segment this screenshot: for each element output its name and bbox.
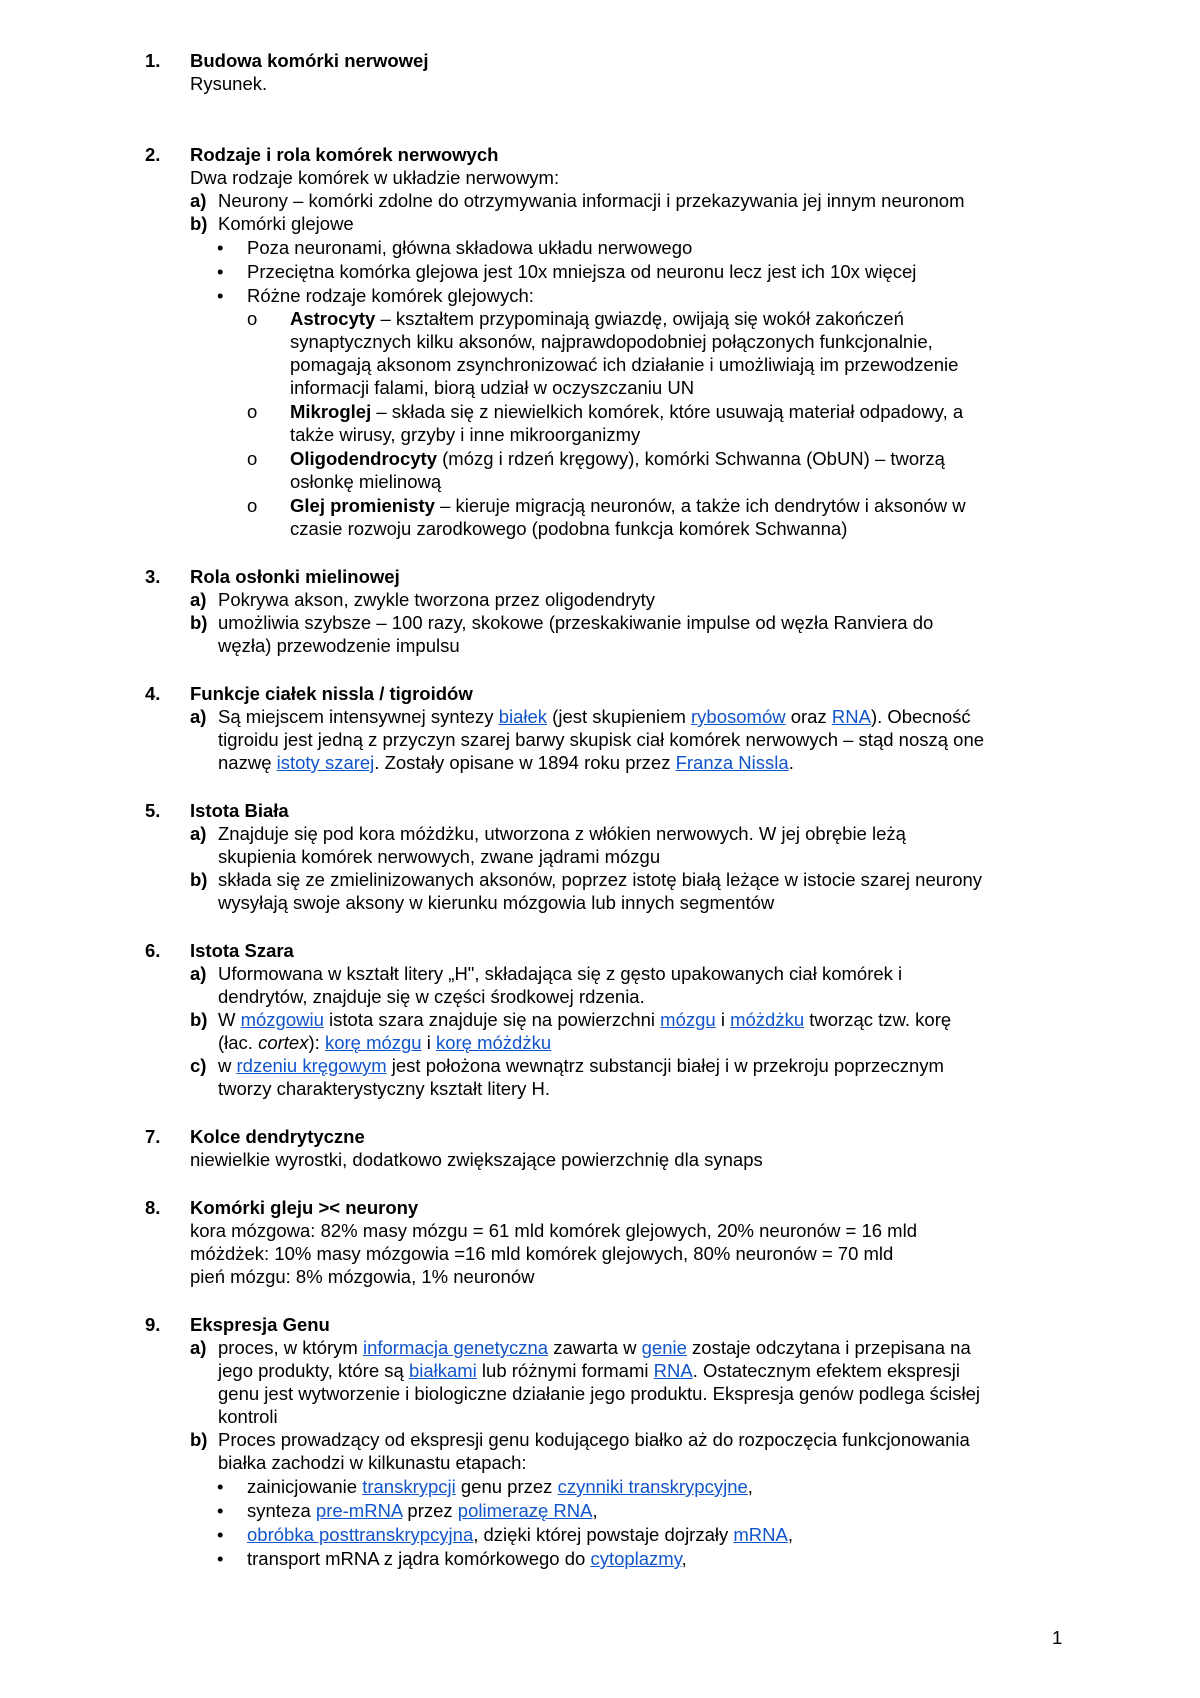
section-number: 1. (145, 50, 161, 71)
hyperlink[interactable]: rdzeniu kręgowym (236, 1055, 387, 1076)
section-title: Budowa komórki nerwowej (190, 50, 429, 71)
line-text (190, 1242, 893, 1265)
text-segment: lub różnymi formami (476, 1360, 654, 1381)
text-segment: Neurony – komórki zdolne do otrzymywania informacji i przekazywania jej innym neuronom (218, 190, 965, 211)
text-segment: Przeciętna komórka glejowa jest 10x mniejsza od neuronu lecz jest ich 10x więcej (247, 261, 917, 282)
hyperlink[interactable]: korę móżdżku (435, 1032, 552, 1053)
text-segment: . Zostały opisane w 1894 roku przez (374, 752, 676, 773)
list-letter: b) (190, 1429, 208, 1450)
line-text (218, 891, 774, 914)
text-segment: przez (402, 1500, 458, 1521)
text-segment: istota szara znajduje się na powierzchni (323, 1009, 661, 1030)
text-segment: także wirusy, grzyby i inne mikroorganizmy (290, 424, 641, 445)
line-text (290, 423, 640, 446)
bullet-icon: • (217, 1500, 224, 1521)
text-segment: kontroli (218, 1406, 278, 1427)
line-text (218, 1054, 944, 1077)
text-segment: jego produkty, które są (218, 1360, 409, 1381)
bullet-icon: • (217, 1548, 224, 1569)
text-segment: Uformowana w kształt litery „H", składająca się z gęsto upakowanych ciał komórek i (218, 963, 903, 984)
text-segment: genu jest wytworzenie i biologiczne działanie jego produktu. Ekspresja genów podlega ścisłej (218, 1383, 981, 1404)
text-segment: (mózg i rdzeń kręgowy), komórki Schwanna (ObUN) – tworzą (437, 448, 945, 469)
line-text (247, 1547, 687, 1570)
text-segment: (łac. (218, 1032, 259, 1053)
list-letter: a) (190, 823, 207, 844)
line-text (218, 868, 982, 891)
hyperlink[interactable]: mózgu (660, 1009, 716, 1030)
hyperlink[interactable]: transkrypcji (362, 1476, 456, 1497)
text-segment: Są miejscem intensywnej syntezy (218, 706, 499, 727)
text-segment: zawarta w (548, 1337, 642, 1358)
line-text (190, 166, 559, 189)
line-text (218, 728, 984, 751)
text-segment: umożliwia szybsze – 100 razy, skokowe (przeskakiwanie impulse od węzła Ranviera do (218, 612, 934, 633)
text-segment: zostaje odczytana i przepisana na (686, 1337, 971, 1358)
text-segment: , (592, 1500, 598, 1521)
hyperlink[interactable]: mRNA (733, 1524, 788, 1545)
text-segment: oraz (785, 706, 832, 727)
line-text (218, 751, 794, 774)
bullet-icon: • (217, 1476, 224, 1497)
hyperlink[interactable]: móżdżku (730, 1009, 805, 1030)
bold-term: Glej promienisty (290, 495, 435, 516)
line-text (218, 1031, 551, 1054)
text-segment: synaptycznych kilku aksonów, najprawdopodobniej połączonych funkcjonalnie, (290, 331, 933, 352)
text-segment: tigroidu jest jedną z przyczyn szarej barwy skupisk ciał komórek nerwowych – stąd noszą one (218, 729, 985, 750)
line-text (218, 962, 902, 985)
bold-term: Oligodendrocyty (290, 448, 437, 469)
text-segment: (jest skupieniem (547, 706, 691, 727)
line-text (218, 822, 906, 845)
section-title: Funkcje ciałek nissla / tigroidów (190, 683, 473, 704)
circle-bullet-icon: o (247, 308, 258, 329)
list-letter: a) (190, 963, 207, 984)
section-number: 6. (145, 940, 161, 961)
text-segment: dendrytów, znajduje się w części środkowej rdzenia. (218, 986, 645, 1007)
line-text (247, 1499, 598, 1522)
section-title: Rola osłonki mielinowej (190, 566, 400, 587)
text-segment: – składa się z niewielkich komórek, które usuwają materiał odpadowy, a (371, 401, 964, 422)
text-segment: Dwa rodzaje komórek w układzie nerwowym: (190, 167, 560, 188)
line-text (218, 1428, 970, 1451)
text-segment: W (218, 1009, 241, 1030)
hyperlink[interactable]: obróbka posttranskrypcyjna (247, 1524, 474, 1545)
line-text (290, 353, 958, 376)
list-letter: a) (190, 1337, 207, 1358)
hyperlink[interactable]: istoty szarej (276, 752, 375, 773)
text-segment: synteza (247, 1500, 316, 1521)
line-text (290, 330, 933, 353)
text-segment: osłonkę mielinową (290, 471, 442, 492)
text-segment: Znajduje się pod kora móżdżku, utworzona z włókien nerwowych. W jej obrębie leżą (218, 823, 906, 844)
list-letter: a) (190, 589, 207, 610)
bullet-icon: • (217, 1524, 224, 1545)
line-text (247, 1523, 793, 1546)
list-letter: b) (190, 612, 208, 633)
line-text (218, 1382, 980, 1405)
text-segment: – kieruje migracją neuronów, a także ich dendrytów i aksonów w (434, 495, 966, 516)
line-text (218, 1336, 971, 1359)
text-segment: informacji falami, biorą udział w oczyszczaniu UN (290, 377, 695, 398)
list-letter: b) (190, 869, 208, 890)
bold-term: Astrocyty (290, 308, 376, 329)
text-segment: Poza neuronami, główna składowa układu nerwowego (247, 237, 693, 258)
text-segment: pień mózgu: 8% mózgowia, 1% neuronów (190, 1266, 535, 1287)
section-number: 3. (145, 566, 161, 587)
hyperlink[interactable]: korę mózgu (324, 1032, 422, 1053)
line-text (290, 494, 966, 517)
line-text (247, 260, 916, 283)
bullet-icon: • (217, 285, 224, 306)
hyperlink[interactable]: RNA (831, 706, 871, 727)
section-number: 5. (145, 800, 161, 821)
text-segment: i (715, 1009, 731, 1030)
hyperlink[interactable]: białek (498, 706, 548, 727)
line-text (290, 376, 694, 399)
line-text (218, 1359, 960, 1382)
section-number: 2. (145, 144, 161, 165)
text-segment: ): (308, 1032, 325, 1053)
section-title: Istota Szara (190, 940, 294, 961)
circle-bullet-icon: o (247, 495, 258, 516)
text-segment: tworząc tzw. korę (804, 1009, 952, 1030)
text-segment: . (788, 752, 794, 773)
section-number: 9. (145, 1314, 161, 1335)
text-segment: i (421, 1032, 436, 1053)
text-segment: czasie rozwoju zarodkowego (podobna funkcja komórek Schwanna) (290, 518, 848, 539)
line-text (290, 470, 441, 493)
line-text (290, 447, 945, 470)
line-text (218, 1077, 550, 1100)
text-segment: pomagają aksonom zsynchronizować ich działanie i umożliwiają im przewodzenie (290, 354, 959, 375)
section-title: Ekspresja Genu (190, 1314, 330, 1335)
line-text (290, 400, 963, 423)
line-text (290, 517, 847, 540)
text-segment: , (747, 1476, 753, 1497)
hyperlink[interactable]: mózgowiu (240, 1009, 324, 1030)
text-segment: Pokrywa akson, zwykle tworzona przez oligodendryty (218, 589, 655, 610)
text-segment: białka zachodzi w kilkunastu etapach: (218, 1452, 527, 1473)
circle-bullet-icon: o (247, 401, 258, 422)
section-title: Istota Biała (190, 800, 289, 821)
line-text (190, 1219, 917, 1242)
line-text (290, 307, 904, 330)
text-segment: węzła) przewodzenie impulsu (218, 635, 460, 656)
list-letter: a) (190, 706, 207, 727)
text-segment: niewielkie wyrostki, dodatkowo zwiększające powierzchnię dla synaps (190, 1149, 763, 1170)
line-text (190, 1148, 763, 1171)
line-text (218, 611, 933, 634)
section-title: Kolce dendrytyczne (190, 1126, 365, 1147)
section-title: Komórki gleju >< neurony (190, 1197, 419, 1218)
list-letter: b) (190, 213, 208, 234)
hyperlink[interactable]: Franza Nissla (675, 752, 789, 773)
line-text (218, 705, 971, 728)
text-segment: proces, w którym (218, 1337, 363, 1358)
line-text (218, 985, 645, 1008)
page-number: 1 (1052, 1627, 1063, 1648)
text-segment: Komórki glejowe (218, 213, 354, 234)
hyperlink[interactable]: białkami (408, 1360, 477, 1381)
text-segment: transport mRNA z jądra komórkowego do (247, 1548, 591, 1569)
line-text (190, 1265, 535, 1288)
bold-term: Mikroglej (290, 401, 372, 422)
hyperlink[interactable]: informacja genetyczna (362, 1337, 549, 1358)
text-segment: wysyłają swoje aksony w kierunku mózgowia lub innych segmentów (218, 892, 775, 913)
italic-term: cortex (258, 1032, 309, 1053)
text-segment: Rysunek. (190, 73, 268, 94)
text-segment: kora mózgowa: 82% masy mózgu = 61 mld komórek glejowych, 20% neuronów = 16 mld (190, 1220, 917, 1241)
circle-bullet-icon: o (247, 448, 258, 469)
bullet-icon: • (217, 237, 224, 258)
line-text (218, 845, 660, 868)
line-text (247, 236, 692, 259)
section-title: Rodzaje i rola komórek nerwowych (190, 144, 499, 165)
line-text (190, 72, 267, 95)
section-number: 8. (145, 1197, 161, 1218)
hyperlink[interactable]: rybosomów (691, 706, 786, 727)
text-segment: móżdżek: 10% masy mózgowia =16 mld komórek glejowych, 80% neuronów = 70 mld (190, 1243, 894, 1264)
list-letter: a) (190, 190, 207, 211)
hyperlink[interactable]: czynniki transkrypcyjne (557, 1476, 748, 1497)
text-segment: skupienia komórek nerwowych, zwane jądrami mózgu (218, 846, 661, 867)
section-number: 7. (145, 1126, 161, 1147)
bullet-icon: • (217, 261, 224, 282)
line-text (247, 284, 534, 307)
text-segment: . Ostatecznym efektem ekspresji (692, 1360, 960, 1381)
text-segment: tworzy charakterystyczny kształt litery H. (218, 1078, 551, 1099)
line-text (218, 634, 460, 657)
text-segment: ). Obecność (870, 706, 971, 727)
line-text (218, 212, 354, 235)
line-text (218, 1405, 278, 1428)
text-segment: , (787, 1524, 793, 1545)
list-letter: c) (190, 1055, 207, 1076)
text-segment: zainicjowanie (247, 1476, 363, 1497)
hyperlink[interactable]: genie (641, 1337, 687, 1358)
text-segment: jest położona wewnątrz substancji białej i w przekroju poprzecznym (386, 1055, 944, 1076)
line-text (218, 1451, 527, 1474)
text-segment: nazwę (218, 752, 277, 773)
text-segment: Różne rodzaje komórek glejowych: (247, 285, 534, 306)
section-number: 4. (145, 683, 161, 704)
hyperlink[interactable]: RNA (653, 1360, 693, 1381)
text-segment: składa się ze zmielinizowanych aksonów, poprzez istotę białą leżące w istocie szarej neurony (218, 869, 983, 890)
text-segment: genu przez (455, 1476, 558, 1497)
text-segment: , (681, 1548, 687, 1569)
hyperlink[interactable]: pre-mRNA (315, 1500, 403, 1521)
line-text (218, 588, 655, 611)
list-letter: b) (190, 1009, 208, 1030)
hyperlink[interactable]: cytoplazmy (590, 1548, 682, 1569)
text-segment: Proces prowadzący od ekspresji genu kodującego białko aż do rozpoczęcia funkcjonowania (218, 1429, 970, 1450)
text-segment: – kształtem przypominają gwiazdę, owijają się wokół zakończeń (375, 308, 904, 329)
line-text (247, 1475, 753, 1498)
line-text (218, 1008, 951, 1031)
line-text (218, 189, 965, 212)
text-segment: w (218, 1055, 237, 1076)
text-segment: , dzięki której powstaje dojrzały (473, 1524, 734, 1545)
hyperlink[interactable]: polimerazę RNA (457, 1500, 593, 1521)
